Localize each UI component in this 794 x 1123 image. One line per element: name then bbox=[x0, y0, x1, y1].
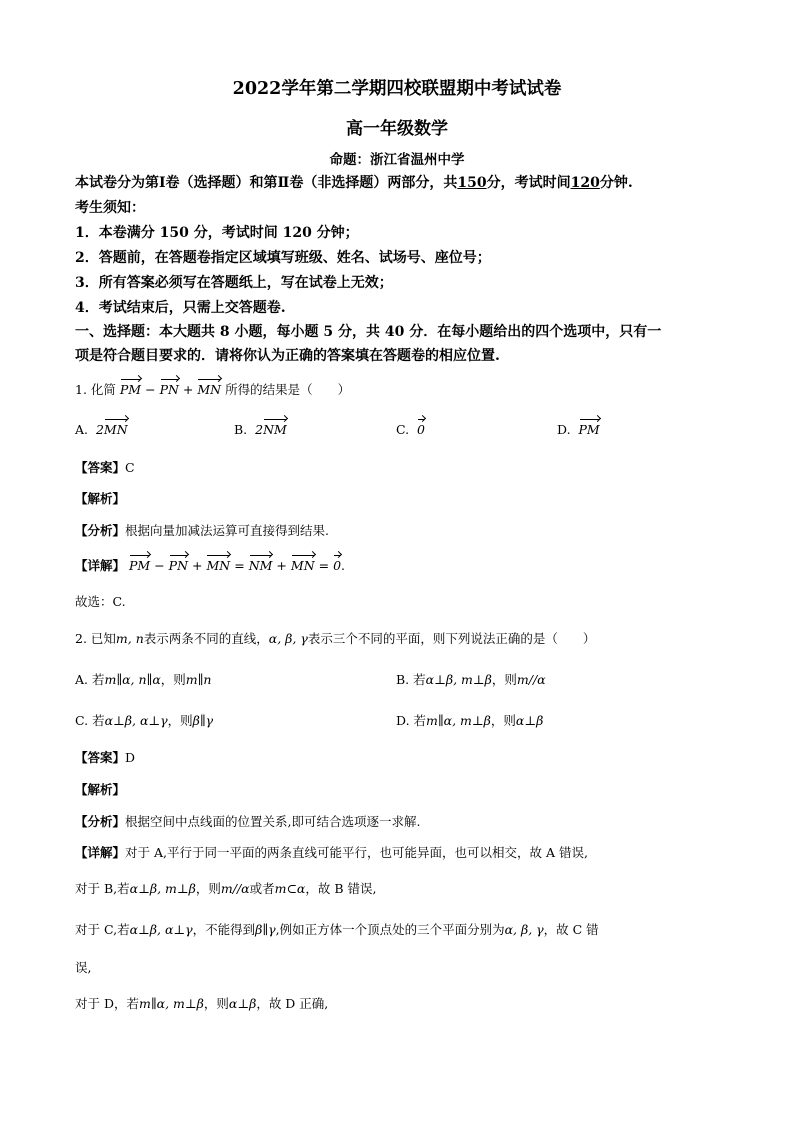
option-label: D. bbox=[557, 422, 571, 437]
math-abg: α, β, γ bbox=[268, 631, 308, 646]
math: α⊥β, m⊥β bbox=[425, 672, 492, 687]
text: ，则 bbox=[195, 881, 221, 896]
text: ，则 bbox=[167, 713, 193, 728]
math: m∥α, m⊥β bbox=[139, 996, 204, 1011]
math: α⊥β bbox=[228, 996, 257, 1011]
answer-value: C bbox=[125, 460, 135, 475]
fenxi-text: 根据向量加减法运算可直接得到结果. bbox=[125, 523, 329, 538]
answer-line bbox=[75, 458, 135, 476]
text: ,例如正方体一个顶点处的三个平面分别为 bbox=[275, 922, 505, 937]
intro-text-b: 分，考试时间 bbox=[486, 175, 571, 191]
answer-line bbox=[75, 748, 135, 766]
exam-subtitle: 高一年级数学 bbox=[346, 119, 448, 139]
operator: − bbox=[145, 382, 156, 397]
answer-tag: 【答案】 bbox=[75, 460, 126, 475]
conclusion: 故选：C. bbox=[75, 594, 126, 609]
math: m//α bbox=[220, 881, 250, 896]
text: ，故 C 错 bbox=[543, 922, 599, 937]
exam-author: 命题：浙江省温州中学 bbox=[329, 152, 465, 168]
coef: 2 bbox=[255, 422, 264, 437]
intro-text-a: 本试卷分为第Ⅰ卷（选择题）和第Ⅱ卷（非选择题）两部分，共 bbox=[75, 175, 458, 191]
vector-pn: PN bbox=[159, 382, 179, 397]
stem-text: 表示两条不同的直线， bbox=[143, 631, 269, 646]
operator: + bbox=[192, 558, 203, 573]
option-b bbox=[234, 422, 287, 437]
vector-mn: MN bbox=[290, 558, 315, 573]
operator: + bbox=[182, 382, 194, 397]
xiangjie-line bbox=[75, 843, 588, 861]
answer-value: D bbox=[125, 750, 136, 765]
vector-pn: PN bbox=[168, 558, 189, 573]
xiangjie-tag: 【详解】 bbox=[75, 845, 126, 860]
math: m⊂α bbox=[274, 881, 306, 896]
answer-tag: 【答案】 bbox=[75, 750, 126, 765]
xiangjie-line bbox=[75, 556, 345, 574]
option-c bbox=[396, 422, 425, 437]
option-label: C. 若 bbox=[75, 713, 105, 728]
option-label: D. 若 bbox=[396, 713, 427, 728]
operator: = bbox=[318, 558, 330, 573]
coef: 2 bbox=[95, 422, 104, 437]
text: ，则 bbox=[491, 672, 517, 687]
fenxi-tag: 【分析】 bbox=[75, 814, 126, 829]
fenxi-line bbox=[75, 521, 329, 539]
vector-mn: MN bbox=[103, 422, 128, 437]
text: 对于 D，若 bbox=[75, 996, 139, 1011]
notice-item: 1．本卷满分 150 分，考试时间 120 分钟； bbox=[75, 225, 359, 241]
text: 或者 bbox=[249, 881, 275, 896]
intro-line bbox=[75, 172, 633, 192]
detail-b bbox=[75, 879, 377, 897]
option-a bbox=[75, 670, 211, 688]
vector-pm: PM bbox=[119, 382, 142, 397]
option-b bbox=[396, 670, 546, 688]
math-mn: m, n bbox=[115, 631, 144, 646]
section-heading-line1: 一、选择题：本大题共 8 小题，每小题 5 分，共 40 分．在每小题给出的四个选项中，只有一 bbox=[75, 324, 662, 340]
question-1-stem bbox=[75, 380, 350, 398]
option-label: A. 若 bbox=[75, 672, 105, 687]
analysis-heading: 【解析】 bbox=[75, 782, 126, 797]
text: ，故 B 错误, bbox=[305, 881, 377, 896]
text: ，则 bbox=[490, 713, 516, 728]
math: α⊥β, α⊥γ bbox=[104, 713, 168, 728]
option-label: A. bbox=[75, 422, 89, 437]
math: α, β, γ bbox=[504, 922, 544, 937]
notice-heading: 考生须知： bbox=[75, 200, 145, 216]
vector-mn: MN bbox=[197, 382, 222, 397]
detail-c-cont: 误, bbox=[75, 960, 92, 975]
text: 对于 C,若 bbox=[75, 922, 130, 937]
math: β∥γ bbox=[255, 922, 276, 937]
xiangjie-text: 对于 A,平行于同一平面的两条直线可能平行，也可能异面，也可以相交，故 A 错误, bbox=[125, 845, 588, 860]
fenxi-text: 根据空间中点线面的位置关系,即可结合选项逐一求解. bbox=[125, 814, 421, 829]
vector-pm: PM bbox=[578, 422, 600, 437]
math: α⊥β, m⊥β bbox=[129, 881, 196, 896]
zero-vector: 0 bbox=[417, 422, 425, 437]
xiangjie-tag: 【详解】 bbox=[75, 558, 126, 573]
section-heading-line2: 项是符合题目要求的．请将你认为正确的答案填在答题卷的相应位置. bbox=[75, 348, 500, 364]
math: α⊥β, α⊥γ bbox=[129, 922, 193, 937]
text: ，故 D 正确, bbox=[256, 996, 329, 1011]
option-label: B. bbox=[234, 422, 248, 437]
notice-item: 2．答题前，在答题卷指定区域填写班级、姓名、试场号、座位号； bbox=[75, 250, 491, 266]
math: β∥γ bbox=[192, 713, 214, 728]
option-d bbox=[396, 711, 543, 729]
notice-item: 3．所有答案必须写在答题纸上，写在试卷上无效； bbox=[75, 275, 393, 291]
math: m∥α, n∥α bbox=[104, 672, 161, 687]
fenxi-tag: 【分析】 bbox=[75, 523, 126, 538]
stem-text: 表示三个不同的平面，则下列说法正确的是（ ） bbox=[307, 631, 596, 646]
text: ，不能得到 bbox=[192, 922, 256, 937]
question-tail: 所得的结果是（ ） bbox=[225, 382, 351, 397]
option-d bbox=[557, 422, 600, 437]
text: 对于 B,若 bbox=[75, 881, 130, 896]
option-c bbox=[75, 711, 213, 729]
zero-vector: 0 bbox=[333, 558, 342, 573]
intro-score: 150 bbox=[457, 175, 487, 191]
math: α⊥β bbox=[515, 713, 544, 728]
intro-time: 120 bbox=[570, 175, 600, 191]
option-label: C. bbox=[396, 422, 410, 437]
detail-d bbox=[75, 994, 328, 1012]
math: m//α bbox=[516, 672, 546, 687]
intro-text-c: 分钟. bbox=[599, 175, 633, 191]
analysis-heading: 【解析】 bbox=[75, 491, 126, 506]
exam-title: 2022学年第二学期四校联盟期中考试试卷 bbox=[232, 79, 562, 99]
question-number: 1. 化简 bbox=[75, 382, 116, 397]
vector-pm: PM bbox=[129, 558, 151, 573]
fenxi-line bbox=[75, 812, 420, 830]
operator: − bbox=[154, 558, 165, 573]
vector-nm: NM bbox=[248, 558, 273, 573]
question-number: 2. 已知 bbox=[75, 631, 116, 646]
vector-mn: MN bbox=[206, 558, 231, 573]
question-2-stem bbox=[75, 629, 595, 647]
math: m∥n bbox=[185, 672, 212, 687]
operator: + bbox=[276, 558, 287, 573]
text: ，则 bbox=[160, 672, 186, 687]
option-a bbox=[75, 422, 128, 437]
vector-nm: NM bbox=[263, 422, 287, 437]
math: m∥α, m⊥β bbox=[426, 713, 491, 728]
notice-item: 4．考试结束后，只需上交答题卷. bbox=[75, 300, 286, 316]
text: ，则 bbox=[203, 996, 229, 1011]
detail-c bbox=[75, 920, 599, 938]
period: . bbox=[341, 558, 346, 573]
operator: = bbox=[234, 558, 245, 573]
option-label: B. 若 bbox=[396, 672, 426, 687]
